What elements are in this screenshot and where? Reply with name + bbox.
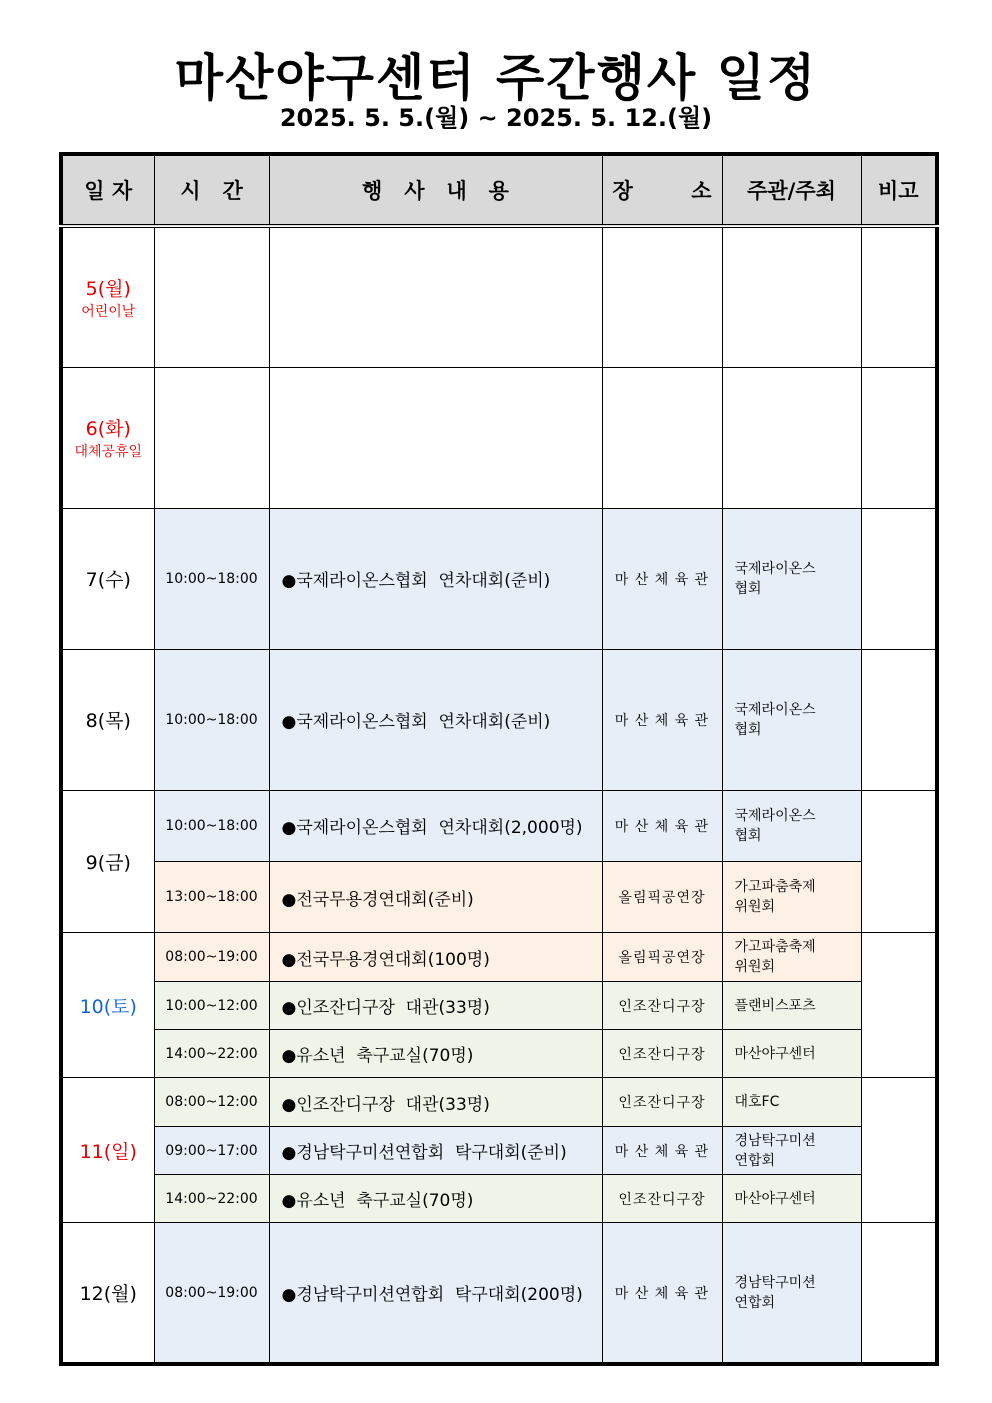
place-cell: 인조잔디구장 <box>602 1030 722 1078</box>
place-cell <box>602 226 722 367</box>
time-cell: 08:00~12:00 <box>154 1078 269 1127</box>
date-cell: 12(월) <box>61 1223 154 1364</box>
event-cell: ●인조잔디구장 대관(33명) <box>269 982 602 1030</box>
time-cell: 08:00~19:00 <box>154 933 269 982</box>
event-cell: ●전국무용경연대회(100명) <box>269 933 602 982</box>
header-time: 시 간 <box>154 154 269 226</box>
place-cell <box>602 367 722 508</box>
place-cell: 마 산 체 육 관 <box>602 649 722 790</box>
date-label: 6(화) <box>85 418 131 441</box>
org-line-2: 연합회 <box>734 1294 776 1311</box>
org-line-1: 플랜비스포츠 <box>734 997 816 1014</box>
org-cell <box>722 982 861 1030</box>
header-note: 비고 <box>861 154 937 226</box>
holiday-label: 어린이날 <box>81 303 136 320</box>
org-line-2: 위원회 <box>734 959 776 976</box>
org-line-2: 협회 <box>734 721 762 738</box>
org-cell <box>722 1175 861 1223</box>
table-row <box>61 1078 937 1127</box>
time-cell <box>154 226 269 367</box>
header-place: 장 소 <box>602 154 722 226</box>
table-row <box>61 933 937 982</box>
event-cell: ●유소년 축구교실(70명) <box>269 1175 602 1223</box>
table-row <box>61 1223 937 1364</box>
table-row <box>61 1127 937 1175</box>
time-cell: 08:00~19:00 <box>154 1223 269 1364</box>
org-line-1: 마산야구센터 <box>734 1190 816 1207</box>
org-line-1: 국제라이온스 <box>734 560 816 577</box>
note-cell <box>861 508 937 649</box>
org-line-1: 가고파춤축제 <box>734 879 816 895</box>
place-cell: 마 산 체 육 관 <box>602 1223 722 1364</box>
org-line-2: 협회 <box>734 827 762 844</box>
org-cell <box>722 226 861 367</box>
org-cell <box>722 790 861 861</box>
event-cell: ●국제라이온스협회 연차대회(준비) <box>269 508 602 649</box>
note-cell <box>861 933 937 1078</box>
time-cell: 14:00~22:00 <box>154 1030 269 1078</box>
table-row <box>61 367 937 508</box>
date-cell: 8(목) <box>61 649 154 790</box>
place-cell: 올림픽공연장 <box>602 861 722 932</box>
org-line-1: 가고파춤축제 <box>734 939 816 956</box>
date-label: 5(월) <box>85 277 131 300</box>
place-cell: 마 산 체 육 관 <box>602 508 722 649</box>
event-cell: ●국제라이온스협회 연차대회(2,000명) <box>269 790 602 861</box>
table-row <box>61 226 937 367</box>
time-cell: 14:00~22:00 <box>154 1175 269 1223</box>
org-line-1: 국제라이온스 <box>734 807 816 824</box>
event-cell: ●국제라이온스협회 연차대회(준비) <box>269 649 602 790</box>
org-cell <box>722 933 861 982</box>
time-cell: 10:00~18:00 <box>154 790 269 861</box>
event-cell: ●인조잔디구장 대관(33명) <box>269 1078 602 1127</box>
time-cell: 13:00~18:00 <box>154 861 269 932</box>
date-cell: 11(일) <box>61 1078 154 1223</box>
org-cell <box>722 1127 861 1175</box>
org-cell <box>722 508 861 649</box>
time-cell <box>154 367 269 508</box>
place-cell: 인조잔디구장 <box>602 1175 722 1223</box>
page-title: 마산야구센터 주간행사 일정 <box>174 49 818 107</box>
header-row <box>61 154 937 226</box>
header-date: 일 자 <box>61 154 154 226</box>
schedule-table <box>59 152 939 1366</box>
event-cell <box>269 226 602 367</box>
event-cell: ●유소년 축구교실(70명) <box>269 1030 602 1078</box>
table-row <box>61 1175 937 1223</box>
note-cell <box>861 1223 937 1364</box>
place-cell: 올림픽공연장 <box>602 933 722 982</box>
time-cell: 10:00~18:00 <box>154 649 269 790</box>
date-cell: 9(금) <box>61 790 154 932</box>
place-cell: 인조잔디구장 <box>602 982 722 1030</box>
event-cell <box>269 367 602 508</box>
org-line-2: 협회 <box>734 580 762 597</box>
table-row <box>61 508 937 649</box>
date-range: 2025. 5. 5.(월) ~ 2025. 5. 12.(월) <box>279 104 713 132</box>
org-cell <box>722 649 861 790</box>
note-cell <box>861 790 937 932</box>
org-cell <box>722 1223 861 1364</box>
table-row <box>61 861 937 932</box>
org-line-1: 마산야구센터 <box>734 1045 816 1062</box>
header-org: 주관/주최 <box>722 154 861 226</box>
org-line-1: 경남탁구미션 <box>734 1274 816 1291</box>
note-cell <box>861 1078 937 1223</box>
org-line-2: 위원회 <box>734 899 776 915</box>
place-cell: 마 산 체 육 관 <box>602 1127 722 1175</box>
place-cell: 마 산 체 육 관 <box>602 790 722 861</box>
table-row <box>61 649 937 790</box>
header-event: 행 사 내 용 <box>269 154 602 226</box>
note-cell <box>861 226 937 367</box>
time-cell: 10:00~12:00 <box>154 982 269 1030</box>
org-line-1: 국제라이온스 <box>734 701 816 718</box>
org-line-1: 대호FC <box>734 1094 780 1111</box>
org-cell <box>722 861 861 932</box>
date-cell: 10(토) <box>61 933 154 1078</box>
table-row <box>61 1030 937 1078</box>
org-line-2: 연합회 <box>734 1152 776 1169</box>
holiday-label: 대체공휴일 <box>74 444 143 461</box>
table-row <box>61 982 937 1030</box>
event-cell: ●경남탁구미션연합회 탁구대회(준비) <box>269 1127 602 1175</box>
table-row <box>61 790 937 861</box>
place-cell: 인조잔디구장 <box>602 1078 722 1127</box>
date-cell: 7(수) <box>61 508 154 649</box>
time-cell: 09:00~17:00 <box>154 1127 269 1175</box>
org-line-1: 경남탁구미션 <box>734 1132 816 1149</box>
org-cell <box>722 1030 861 1078</box>
date-cell <box>61 226 154 367</box>
note-cell <box>861 367 937 508</box>
note-cell <box>861 649 937 790</box>
date-cell <box>61 367 154 508</box>
org-cell <box>722 367 861 508</box>
event-cell: ●경남탁구미션연합회 탁구대회(200명) <box>269 1223 602 1364</box>
event-cell: ●전국무용경연대회(준비) <box>269 861 602 932</box>
org-cell <box>722 1078 861 1127</box>
time-cell: 10:00~18:00 <box>154 508 269 649</box>
